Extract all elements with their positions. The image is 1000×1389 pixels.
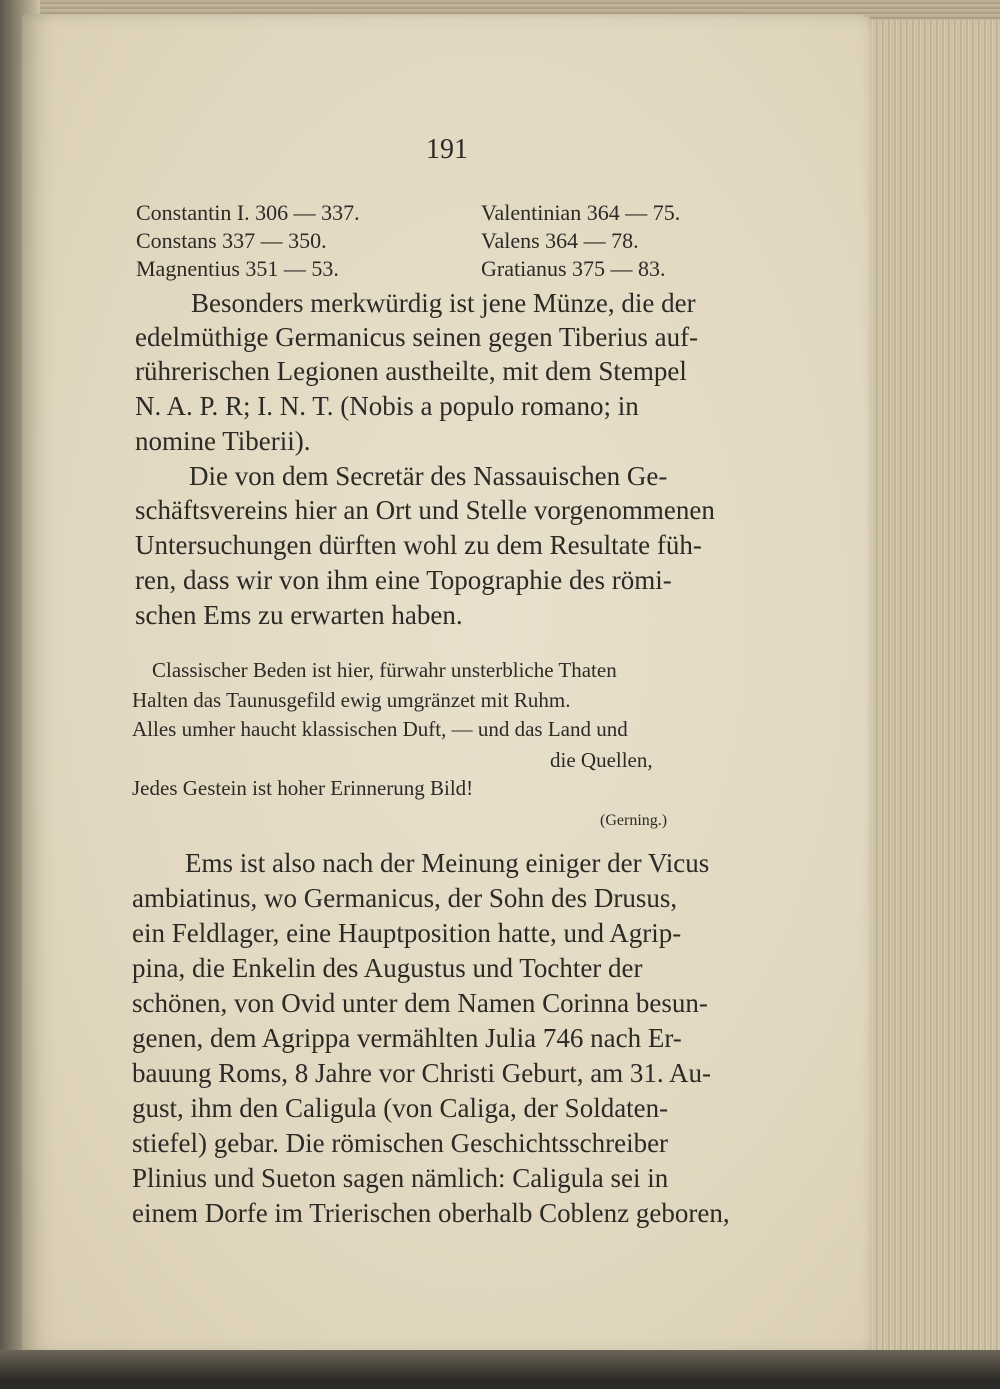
paragraph-3-line: schönen, von Ovid unter dem Namen Corinna besun- xyxy=(132,988,708,1018)
paragraph-1-line: rührerischen Legionen austheilte, mit dem Stempel xyxy=(135,356,687,386)
emperor-entry: Valentinian 364 — 75. xyxy=(481,200,681,225)
paragraph-2-line: Untersuchungen dürften wohl zu dem Resultate füh- xyxy=(135,530,702,560)
emperor-entry: Magnentius 351 — 53. xyxy=(136,256,339,281)
paragraph-3-line: einem Dorfe im Trierischen oberhalb Coblenz geboren, xyxy=(132,1198,730,1228)
paragraph-3-line: ein Feldlager, eine Hauptposition hatte, und Agrip- xyxy=(132,918,682,948)
poem-line: Halten das Taunusgefild ewig umgränzet mit Ruhm. xyxy=(132,688,571,712)
bottom-shadow xyxy=(0,1350,1000,1389)
emperor-entry: Valens 364 — 78. xyxy=(481,228,639,253)
paragraph-1-line: Besonders merkwürdig ist jene Münze, die der xyxy=(191,288,696,318)
paragraph-3-line: genen, dem Agrippa vermählten Julia 746 nach Er- xyxy=(132,1023,682,1053)
poem-source: (Gerning.) xyxy=(600,812,668,829)
paragraph-1-line: N. A. P. R; I. N. T. (Nobis a populo romano; in xyxy=(135,391,639,421)
paragraph-2-line: ren, dass wir von ihm eine Topographie des römi- xyxy=(135,565,672,595)
emperor-entry: Constans 337 — 350. xyxy=(136,228,327,253)
paragraph-3-line: Ems ist also nach der Meinung einiger der Vicus xyxy=(185,848,710,878)
paragraph-2-line: schäftsvereins hier an Ort und Stelle vorgenommenen xyxy=(135,495,715,525)
poem-line: Jedes Gestein ist hoher Erinnerung Bild! xyxy=(132,776,474,800)
paragraph-3-line: Plinius und Sueton sagen nämlich: Caligula sei in xyxy=(132,1163,669,1193)
page-number: 191 xyxy=(426,134,468,165)
paragraph-3-line: gust, ihm den Caligula (von Caliga, der Soldaten- xyxy=(132,1093,669,1123)
paragraph-1-line: nomine Tiberii). xyxy=(135,426,311,456)
paragraph-3-line: ambiatinus, wo Germanicus, der Sohn des Drusus, xyxy=(132,883,678,913)
paragraph-3-line: pina, die Enkelin des Augustus und Tochter der xyxy=(132,953,643,983)
paragraph-2-line: Die von dem Secretär des Nassauischen Ge- xyxy=(189,461,668,491)
poem-line: Alles umher haucht klassischen Duft, — und das Land und xyxy=(132,717,628,741)
paragraph-2-line: schen Ems zu erwarten haben. xyxy=(135,600,463,630)
emperor-entry: Constantin I. 306 — 337. xyxy=(136,200,360,225)
paragraph-3-line: bauung Roms, 8 Jahre vor Christi Geburt, am 31. Au- xyxy=(132,1058,711,1088)
poem-line: Classischer Beden ist hier, fürwahr unsterbliche Thaten xyxy=(152,658,617,682)
page-stack-right-edge xyxy=(862,20,1000,1350)
emperor-entry: Gratianus 375 — 83. xyxy=(481,256,666,281)
paragraph-1-line: edelmüthige Germanicus seinen gegen Tiberius auf- xyxy=(135,322,699,352)
poem-line: die Quellen, xyxy=(550,748,653,772)
paragraph-3-line: stiefel) gebar. Die römischen Geschichtsschreiber xyxy=(132,1128,669,1158)
